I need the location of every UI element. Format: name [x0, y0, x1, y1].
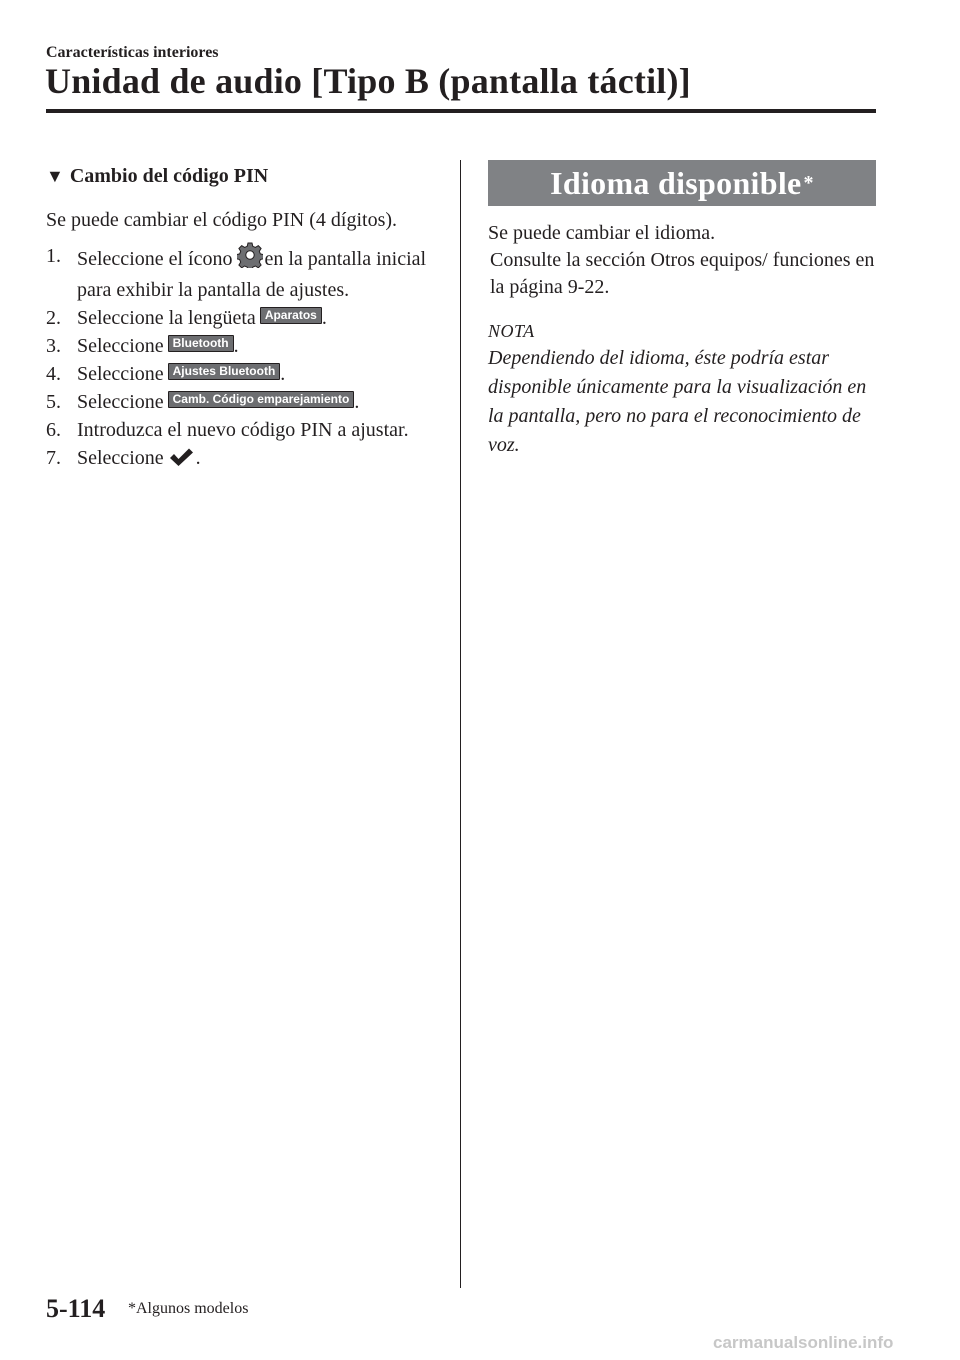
step-text: Seleccione [77, 447, 164, 469]
step-number: 7. [46, 447, 61, 469]
right-column [488, 160, 876, 460]
subheading [46, 162, 441, 190]
step-text: Seleccione la lengüeta [77, 307, 256, 329]
step-number: 6. [46, 419, 61, 441]
watermark: carmanualsonline.info [713, 1333, 894, 1352]
column-divider [460, 160, 461, 1288]
checkmark-icon [168, 447, 194, 475]
section-label: Características interiores [46, 44, 219, 61]
step-text: en la pantalla inicial para exhibir la pantalla de ajustes. [77, 248, 427, 301]
step-text: . [233, 335, 239, 357]
note-text: Dependiendo del idioma, éste podría estar disponible únicamente para la visualización en la pantalla, pero no para el reconocimiento de voz. [488, 347, 867, 456]
section-header-title: Idioma disponible [550, 164, 802, 201]
steps-list [46, 242, 441, 475]
step-text: Seleccione [77, 391, 164, 413]
aparatos-tab-button[interactable]: Aparatos [260, 307, 322, 324]
title-rule [46, 109, 876, 113]
step-3 [46, 332, 441, 360]
step-2 [46, 304, 441, 332]
step-4 [46, 360, 441, 388]
step-text: Seleccione [77, 363, 164, 385]
step-text: Introduzca el nuevo código PIN a ajustar. [77, 419, 409, 441]
step-text: Seleccione [77, 335, 164, 357]
step-number: 2. [46, 307, 61, 329]
step-6 [46, 416, 441, 444]
step-text: . [280, 363, 286, 385]
language-body [488, 220, 876, 301]
page-title: Unidad de audio [Tipo B (pantalla táctil)] [45, 61, 691, 101]
step-number: 5. [46, 391, 61, 413]
triangle-marker-icon: ▼ [46, 166, 64, 186]
step-number: 3. [46, 335, 61, 357]
camb-codigo-emparejamiento-button[interactable]: Camb. Código emparejamiento [168, 391, 355, 408]
bluetooth-button[interactable]: Bluetooth [168, 335, 234, 352]
section-header: Idioma disponible * [488, 160, 876, 206]
step-text: . [195, 447, 201, 469]
intro-text: Se puede cambiar el código PIN (4 dígitos). [46, 209, 398, 231]
body-line: Consulte la sección Otros equipos/ funciones en la página 9-22. [490, 249, 875, 298]
step-text: . [354, 391, 360, 413]
step-text: . [321, 307, 327, 329]
step-5 [46, 388, 441, 416]
ajustes-bluetooth-button[interactable]: Ajustes Bluetooth [168, 363, 281, 380]
body-line: Se puede cambiar el idioma. [488, 222, 716, 244]
footnote: *Algunos modelos [128, 1300, 249, 1317]
note-label: NOTA [488, 321, 535, 341]
subheading-text: Cambio del código PIN [69, 165, 269, 187]
step-number: 1. [46, 245, 61, 267]
page-number: 5-114 [46, 1294, 106, 1323]
step-number: 4. [46, 363, 61, 385]
left-column [46, 160, 441, 475]
gear-icon [237, 242, 263, 276]
step-1 [46, 242, 441, 304]
step-7 [46, 444, 441, 475]
step-text: Seleccione el ícono [77, 248, 233, 270]
